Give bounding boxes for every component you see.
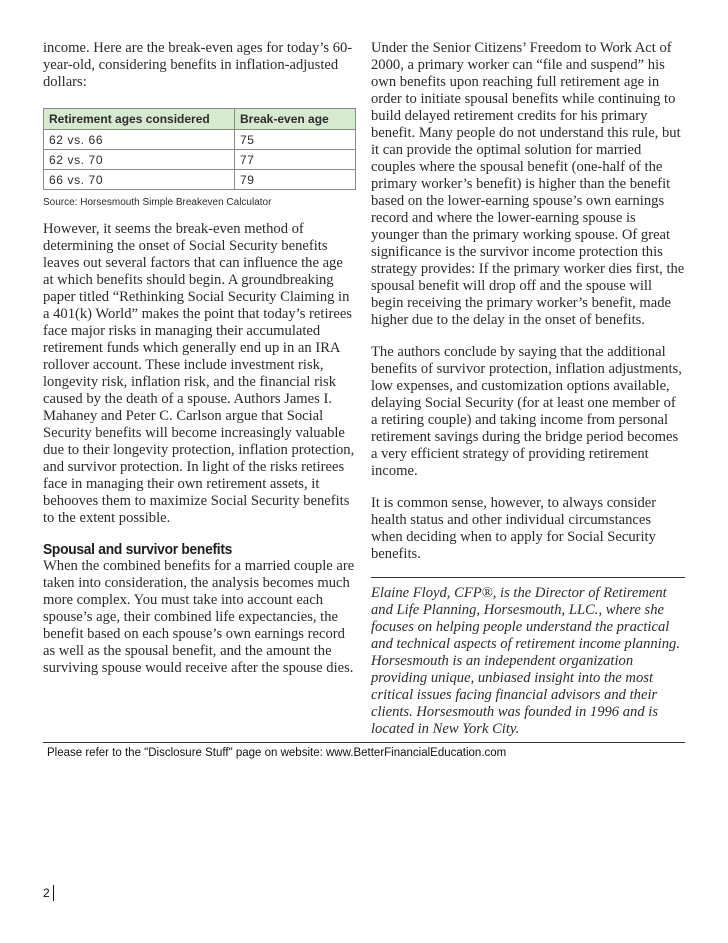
table-cell: 79 (235, 170, 356, 190)
body-paragraph: The authors conclude by saying that the additional benefits of survivor protection, inflation adjustments, low expenses, and customization options available, delaying Social Security (for at least one member of a retiring couple) and taking income from personal retirement savings during the bridge period becomes a very efficient strategy of providing retirement income. (371, 344, 682, 479)
page-number-divider (53, 885, 54, 901)
table-cell: 75 (235, 130, 356, 150)
table-row (44, 150, 356, 170)
footer-divider (43, 742, 685, 743)
bio-divider (371, 577, 685, 578)
table-row (44, 130, 356, 150)
page-number: 2 (43, 886, 50, 900)
table-cell: 77 (235, 150, 356, 170)
body-paragraph: However, it seems the break-even method of determining the onset of Social Security benefits leaves out several factors that can influence the age at which benefits should begin. A groundbreaking paper titled “Rethinking Social Security Claiming in a 401(k) World” makes the point that today’s retirees face major risks in managing their accumulated retirement funds which generally end up in an IRA rollover account. These include investment risk, longevity risk, inflation risk, and the financial risk caused by the death of a spouse. Authors James I. Mahaney and Peter C. Carlson argue that Social Security benefits will become increasingly valuable due to their longevity protection, inflation protection, and survivor protection. In light of the risks retirees face in managing their own retirement assets, it behooves them to maximize Social Security benefits to the extent possible. (43, 221, 355, 526)
left-column (43, 40, 355, 677)
author-bio: Elaine Floyd, CFP®, is the Director of Retirement and Life Planning, Horsesmouth, LLC., where she focuses on helping people understand the practical and technical aspects of retirement income planning. Horsesmouth is an independent organization providing unique, unbiased insight into the most critical issues facing financial advisors and their clients. Horsesmouth was founded in 1996 and is located in New York City. (371, 585, 680, 737)
body-paragraph: When the combined benefits for a married couple are taken into consideration, the analysis becomes much more complex. You must take into account each spouse’s age, their combined life expectancies, the benefit based on each spouse’s own earnings record as well as the spousal benefit, and the amount the surviving spouse would receive after the spouse dies. (43, 558, 355, 676)
body-paragraph: Under the Senior Citizens’ Freedom to Work Act of 2000, a primary worker can “file and suspend” his own benefits upon reaching full retirement age in order to initiate spousal benefits while continuing to build delayed retirement credits for his primary benefit. Many people do not understand this rule, but it can provide the optimal solution for married couples where the spousal benefit (one-half of the primary worker’s benefit) is higher than the benefit based on the lower-earning spouse’s own earnings record and where the lower-earning spouse is younger than the primary working spouse. Of great significance is the survivor income protection this strategy provides: If the primary worker dies first, the spousal benefit will drop off and the spouse will begin receiving the primary worker’s benefit, made higher due to the delay in the onset of benefits. (371, 40, 685, 328)
table-cell: 66 vs. 70 (44, 170, 235, 190)
table-row (44, 170, 356, 190)
intro-paragraph: income. Here are the break-even ages for today’s 60-year-old, considering benefits in inflation-adjusted dollars: (43, 40, 353, 90)
table-header-breakeven-age: Break-even age (235, 109, 356, 130)
table-source: Source: Horsesmouth Simple Breakeven Calculator (43, 197, 272, 208)
body-paragraph: It is common sense, however, to always consider health status and other individual circumstances when deciding when to apply for Social Security benefits. (371, 495, 657, 562)
table-header-retirement-ages: Retirement ages considered (44, 109, 235, 130)
table-header-row (44, 109, 356, 130)
table-cell: 62 vs. 70 (44, 150, 235, 170)
section-heading: Spousal and survivor benefits (43, 541, 233, 558)
breakeven-table (43, 108, 356, 190)
disclosure-note: Please refer to the "Disclosure Stuff" page on website: www.BetterFinancialEducation.com (47, 747, 507, 759)
table-cell: 62 vs. 66 (44, 130, 235, 150)
right-column (371, 40, 685, 738)
